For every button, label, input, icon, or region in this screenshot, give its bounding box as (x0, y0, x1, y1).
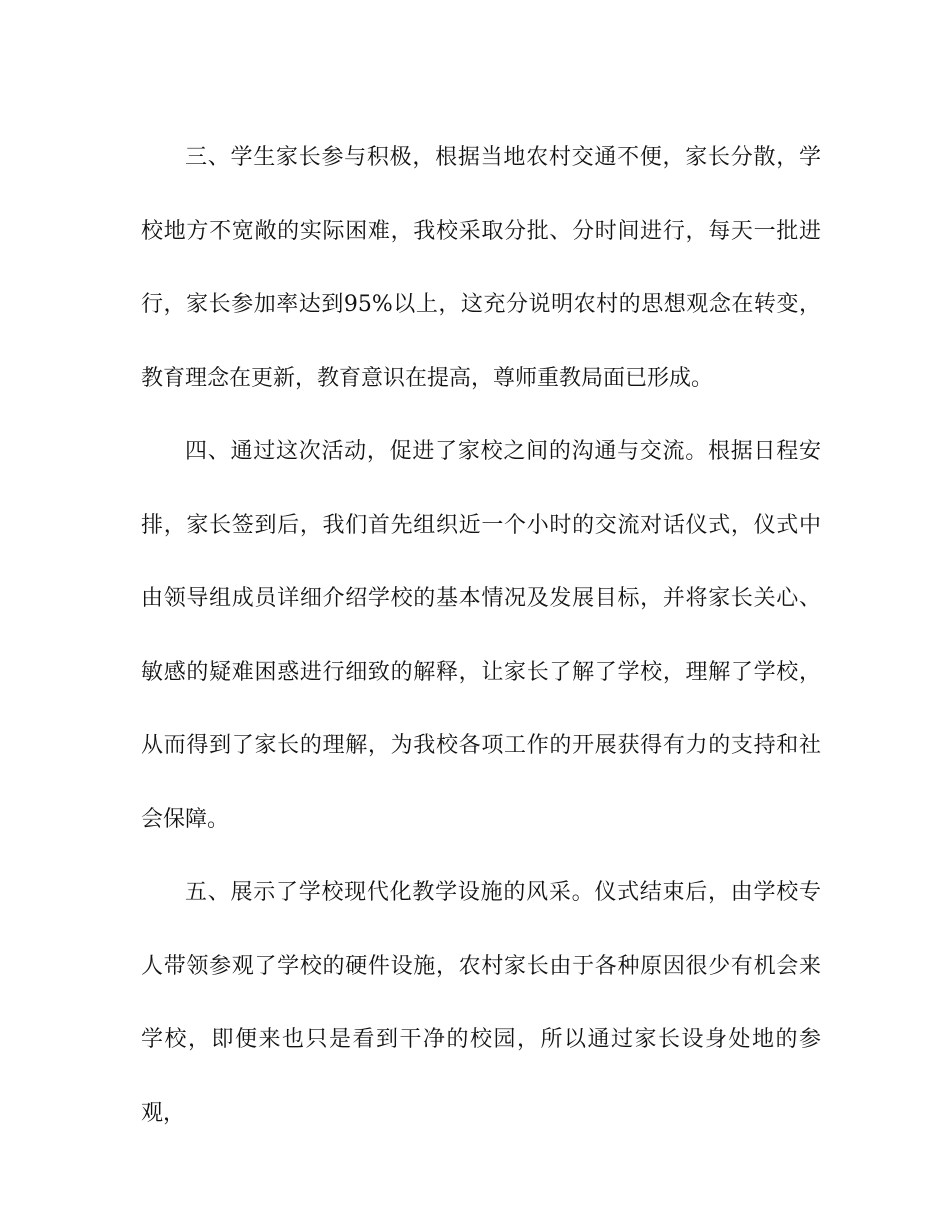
paragraph-4: 四、通过这次活动，促进了家校之间的沟通与交流。根据日程安排，家长签到后，我们首先组织近一个小时的交流对话仪式，仪式中由领导组成员详细介绍学校的基本情况及发展目标，并将家长关心、敏感的疑难困惑进行细致的解释，让家长了解了学校，理解了学校，从而得到了家长的理解，为我校各项工作的开展获得有力的支持和社会保障。 (141, 439, 821, 832)
paragraph-3: 三、学生家长参与积极，根据当地农村交通不便，家长分散，学校地方不宽敞的实际困难，我校采取分批、分时间进行，每天一批进行，家长参加率达到95%以上，这充分说明农村的思想观念在转变，教育理念在更新，教育意识在提高，尊师重教局面已形成。 (141, 145, 821, 391)
document-body (141, 121, 821, 1150)
paragraph-5: 五、展示了学校现代化教学设施的风采。仪式结束后，由学校专人带领参观了学校的硬件设施，农村家长由于各种原因很少有机会来学校，即便来也只是看到干净的校园，所以通过家长设身处地的参观， (141, 880, 821, 1126)
